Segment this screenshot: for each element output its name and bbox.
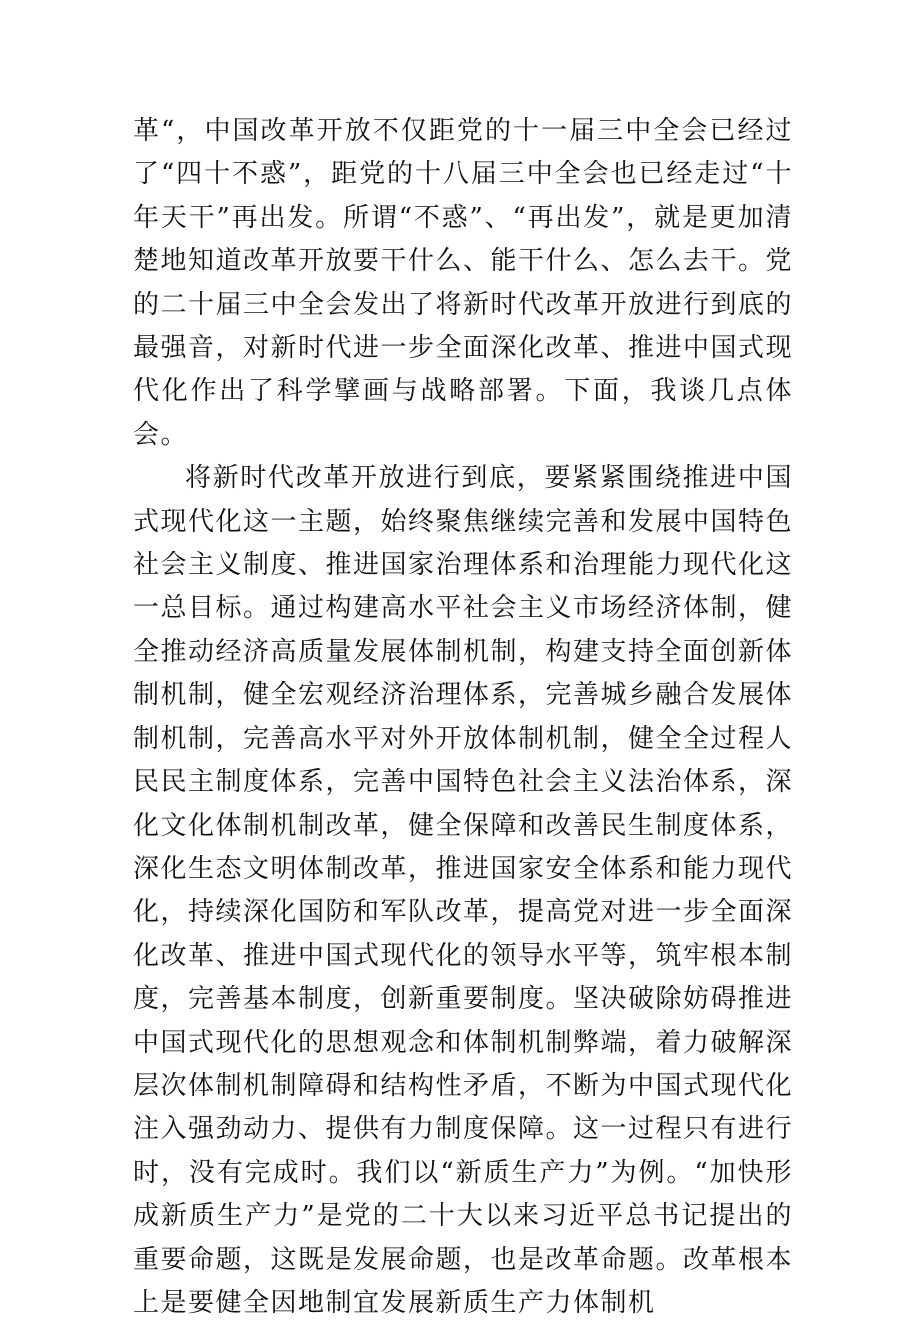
paragraph-reform-goals: 将新时代改革开放进行到底，要紧紧围绕推进中国式现代化这一主题，始终聚焦继续完善和发展中国特色社会主义制度、推进国家治理体系和治理能力现代化这一总目标。通过构建高水平社会主义市场经济体制，健全推动经济高质量发展体制机制，构建支持全面创新体制机制，健全宏观经济治理体系，完善城乡融合发展体制机制，完善高水平对外开放体制机制，健全全过程人民民主制度体系，完善中国特色社会主义法治体系，深化文化体制机制改革，健全保障和改善民生制度体系，深化生态文明体制改革，推进国家安全体系和能力现代化，持续深化国防和军队改革，提高党对进一步全面深化改革、推进中国式现代化的领导水平等，筑牢根本制度，完善基本制度，创新重要制度。坚决破除妨碍推进中国式现代化的思想观念和体制机制弊端，着力破解深层次体制机制障碍和结构性矛盾，不断为中国式现代化注入强劲动力、提供有力制度保障。这一过程只有进行时，没有完成时。我们以“新质生产力”为例。“加快形成新质生产力”是党的二十大以来习近平总书记提出的重要命题，这既是发展命题，也是改革命题。改革根本上是要健全因地制宜发展新质生产力体制机 bbox=[133, 463, 794, 1318]
paragraph-continuation: 革“，中国改革开放不仅距党的十一届三中全会已经过了“四十不惑”，距党的十八届三中全会也已经走过“十年天干”再出发。所谓“不惑”、“再出发”，就是更加清楚地知道改革开放要干什么、能干什么、怎么去干。党的二十届三中全会发出了将新时代改革开放进行到底的最强音，对新时代进一步全面深化改革、推进中国式现代化作出了科学擘画与战略部署。下面，我谈几点体会。 bbox=[133, 116, 794, 450]
document-body bbox=[133, 110, 793, 1325]
